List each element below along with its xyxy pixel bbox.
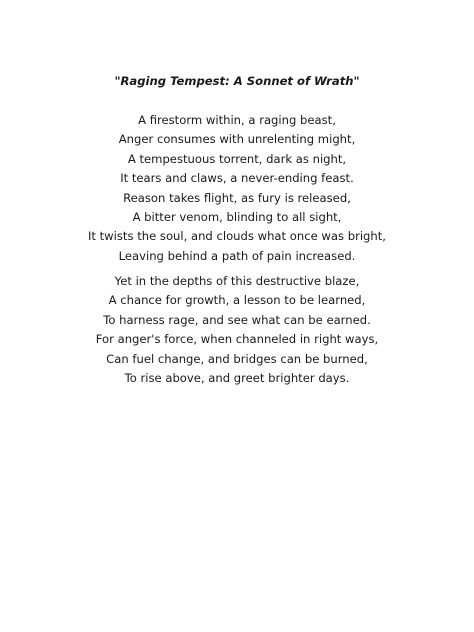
poem-line: To harness rage, and see what can be earned. xyxy=(103,312,371,327)
stanza-1 xyxy=(0,111,474,266)
poem-line: A tempestuous torrent, dark as night, xyxy=(127,151,347,166)
poem-line: To rise above, and greet brighter days. xyxy=(124,370,350,385)
poem-line: Reason takes flight, as fury is released, xyxy=(123,190,351,205)
poem-line: A firestorm within, a raging beast, xyxy=(138,113,336,127)
poem-line: Anger consumes with unrelenting might, xyxy=(118,132,356,147)
poem-line: It twists the soul, and clouds what once was bright, xyxy=(87,229,386,244)
poem-line: A chance for growth, a lesson to be learned, xyxy=(108,293,366,308)
poem-line: A bitter venom, blinding to all sight, xyxy=(132,209,342,224)
poem-line: Leaving behind a path of pain increased. xyxy=(118,248,356,263)
poem-title: "Raging Tempest: A Sonnet of Wrath" xyxy=(114,74,360,88)
poem-line: Can fuel change, and bridges can be burned, xyxy=(106,351,368,366)
stanza-2 xyxy=(0,272,474,388)
poem-line: Yet in the depths of this destructive blaze, xyxy=(114,274,360,288)
poem-line: It tears and claws, a never-ending feast. xyxy=(120,171,354,186)
poem-line: For anger's force, when channeled in right ways, xyxy=(95,332,379,347)
